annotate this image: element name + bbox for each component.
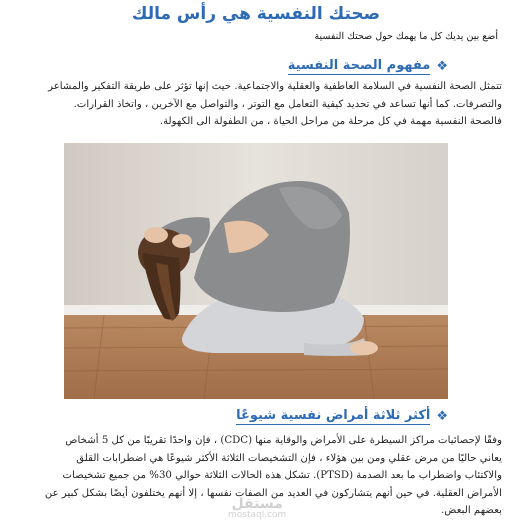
- diamond-bullet-icon: ❖: [436, 59, 448, 74]
- section2-line: يعاني حاليًا من مرض عقلي ومن بين هؤلاء ، فإن التشخيصات الثلاثة الأكثر شيوعًا هي اضطرابات القلق: [76, 452, 502, 464]
- section1-heading-text: مفهوم الصحة النفسية: [287, 58, 431, 73]
- page-title: صحتك النفسية هي رأس مالك: [131, 4, 381, 24]
- diamond-bullet-icon: ❖: [436, 409, 448, 424]
- section1-line: فالصحة النفسية مهمة في كل مرحلة من مراحل الحياة ، من الطفولة الى الكهولة.: [159, 116, 502, 127]
- watermark-logo: [228, 496, 287, 521]
- section2-heading-text: أكثر ثلاثة أمراض نفسية شيوعًا: [236, 408, 431, 423]
- watermark-arabic: مستقل: [231, 496, 283, 512]
- section1-line: تتمثل الصحة النفسية في السلامة العاطفية والعقلية والاجتماعية. حيث إنها تؤثر على طريقة التفكير والمشاعر: [48, 81, 502, 92]
- section2-heading: [236, 408, 448, 425]
- section2-line: وفقًا لإحصائيات مراكز السيطرة على الأمراض والوقاية منها (CDC) ، فإن واحدًا تقريبًا من كل 5 أشخاص: [65, 435, 502, 446]
- intro-text: أضع بين يديك كل ما يهمك حول صحتك النفسية: [314, 31, 498, 42]
- section1-line: والتصرفات. كما أنها تساعد في تحديد كيفية التعامل مع التوتر ، والتواصل مع الآخرين ، واتخاذ القرارات.: [73, 98, 502, 110]
- section1-paragraph: [10, 78, 502, 131]
- section2-line: بعضهم البعض.: [441, 505, 502, 516]
- section1-heading: [288, 58, 448, 75]
- watermark-latin: mostaql.com: [228, 510, 287, 520]
- section2-line: والاكتئاب واضطراب ما بعد الصدمة (PTSD). تشكل هذه الحالات الثلاثة حوالي 30% من جميع تشخيصات: [62, 470, 502, 481]
- woman-distress-photo: [64, 143, 448, 399]
- section2-line: الأمراض العقلية. في حين أنهم يتشاركون في العديد من الصفات نفسها ، إلا أنهم يختلفون أيضًا بشكل كبير عن: [44, 487, 502, 499]
